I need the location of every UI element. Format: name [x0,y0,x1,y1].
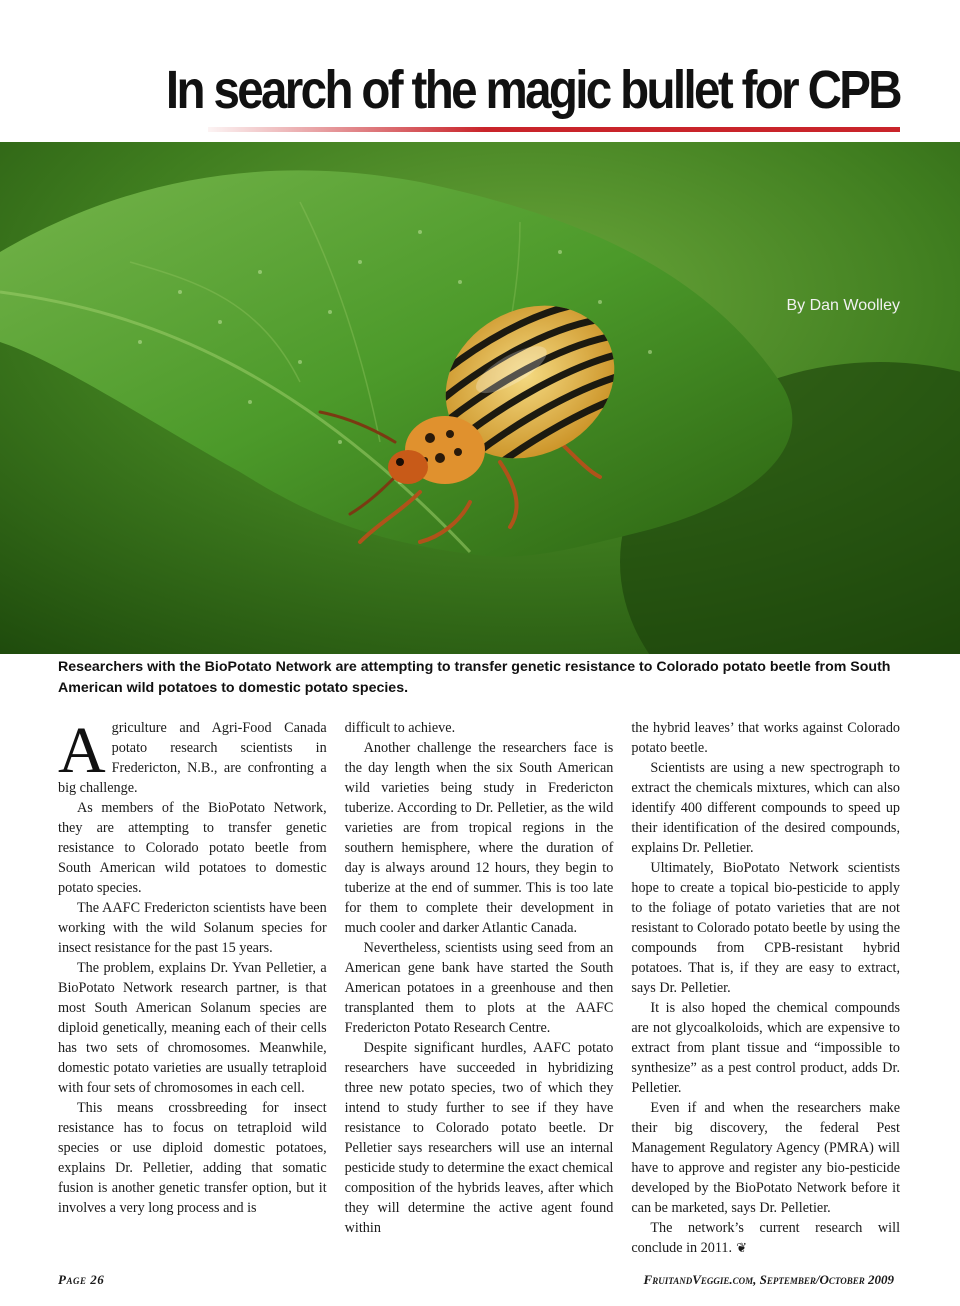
paragraph: Ultimately, BioPotato Network scientists hope to create a topical bio-pesticide to apply to the foliage of potato varieties that are not resistant to Colorado potato beetle by using the compounds from CPB-resistant hybrid potatoes. That is, if they are easy to extract, says Dr. Pelletier. [631,860,901,996]
paragraph: Another challenge the researchers face is the day length when the six South American wild varieties being study in Fredericton tuberize. According to Dr. Pelletier, as the wild varieties are from tropical regions in the southern hemisphere, where the duration of day is always around 12 hours, they begin to tuberize at the end of summer. This is too late for them to complete their development in much cooler and darker Atlantic Canada. [344,740,614,936]
paragraph: difficult to achieve. [344,720,456,736]
article-title: In search of the magic bullet for CPB [165,60,901,120]
paragraph: the hybrid leaves’ that works against Colorado potato beetle. [631,720,901,756]
column-1 [58,714,327,1263]
drop-cap: A [58,714,106,787]
paragraph: Agriculture and Agri-Food Canada potato research scientists in Fredericton, N.B., are confronting a big challenge. [58,714,327,796]
beetle-photo [0,142,960,654]
page-number: Page 26 [58,1272,105,1287]
title-rule [208,127,900,132]
end-mark-icon: ❦ [736,1241,747,1256]
paragraph: Despite significant hurdles, AAFC potato researchers have succeeded in hybridizing three new potato species, two of which they intend to study further to see if they have resistance to Colorado potato beetle. Dr Pelletier says researchers will use an internal pesticide study to determine the exact chemical composition of the hybrids leaves, after which they will determine the active agent found within [344,1040,614,1236]
paragraph: It is also hoped the chemical compounds are not glycoalkoloids, which are expensive to extract from plant tissue and “impossible to synthesize” as a pest control product, adds Dr. Pelletier. [631,1000,901,1096]
paragraph: The network’s current research will conclude in 2011. ❦ [631,1220,901,1256]
photo-caption: Researchers with the BioPotato Network are attempting to transfer genetic resistance to Colorado potato beetle from South American wild potatoes to domestic potato species. [58,659,891,696]
beetle-photo-illustration [0,142,960,654]
article-body [58,714,901,1263]
publication-footer: FruitandVeggie.com, September/October 2009 [643,1272,894,1287]
paragraph: Nevertheless, scientists using seed from an American gene bank have started the South American potatoes in a greenhouse and then transplanted them to plots at the AAFC Fredericton Potato Research Centre. [344,940,614,1036]
paragraph: This means crossbreeding for insect resistance has to focus on tetraploid wild species or use diploid domestic potatoes, explains Dr. Pelletier, adding that somatic fusion is another genetic transfer option, but it involves a very long process and is [58,1100,327,1216]
byline: By Dan Woolley [786,297,900,314]
column-2 [345,718,614,1263]
column-3 [631,718,900,1263]
paragraph: The problem, explains Dr. Yvan Pelletier, a BioPotato Network research partner, is that most South American Solanum species are diploid genetically, meaning each of their cells has two sets of chromosomes. Meanwhile, domestic potato varieties are usually tetraploid with four sets of chromosomes in each cell. [58,960,327,1096]
paragraph: As members of the BioPotato Network, they are attempting to transfer genetic resistance to Colorado potato beetle from South American wild potatoes to domestic potato species. [58,800,327,896]
paragraph: The AAFC Fredericton scientists have been working with the wild Solanum species for insect resistance for the past 15 years. [58,900,327,956]
paragraph: Scientists are using a new spectrograph to extract the chemicals mixtures, which can also identify 400 different compounds to speed up their identification of the desired compounds, explains Dr. Pelletier. [631,760,901,856]
paragraph: Even if and when the researchers make their big discovery, the federal Pest Management Regulatory Agency (PMRA) will have to approve and register any bio-pesticide developed by the BioPotato Network before it can be marketed, says Dr. Pelletier. [631,1100,901,1216]
